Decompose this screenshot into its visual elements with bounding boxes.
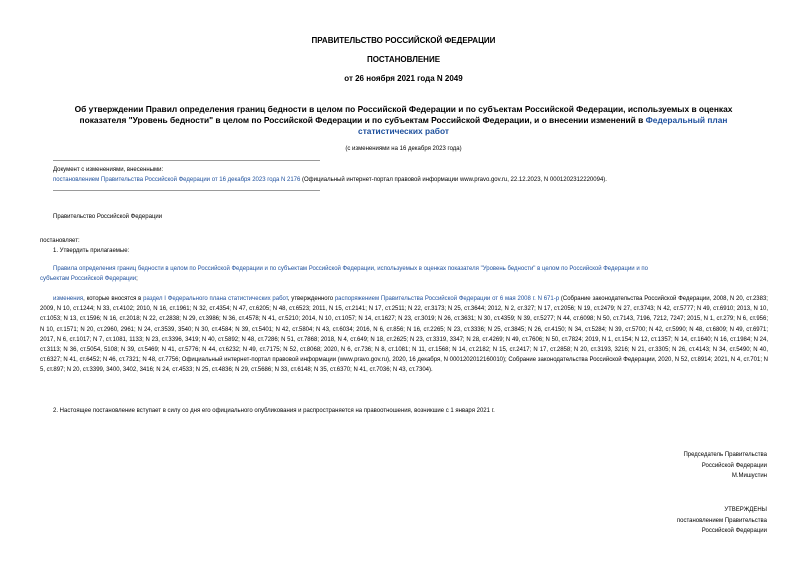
approved-label: УТВЕРЖДЕНЫ xyxy=(724,507,767,513)
title-line-2 xyxy=(40,115,767,126)
rules-link[interactable]: Правила определения границ бедности в целом по Российской Федерации и по субъектам Российской Федерации, используемых в оценках показателя "Уровень бедности" в целом по Российской Федерации и по xyxy=(53,266,648,272)
doc-type-heading: ПОСТАНОВЛЕНИЕ xyxy=(366,55,441,64)
amendment-2176-link[interactable]: постановлением Правительства Российской Федерации от 16 декабря 2023 года N 2176 xyxy=(53,177,301,183)
changes-reference xyxy=(53,175,773,185)
item-2: 2. Настоящее постановление вступает в силу со дня его официального опубликования и распространяется на правоотношения, возникшие с 1 января 2021 г. xyxy=(53,408,495,414)
approved-by: постановлением Правительства xyxy=(676,517,767,524)
changes-intro: Документ с изменениями, внесенными: xyxy=(53,167,164,173)
issuer-heading: ПРАВИТЕЛЬСТВО РОССИЙСКОЙ ФЕДЕРАЦИИ xyxy=(311,36,496,45)
statistical-works-link[interactable]: статистических работ xyxy=(358,126,449,136)
rules-paragraph xyxy=(40,264,770,285)
changes-text-1: , которые вносятся в xyxy=(83,296,144,302)
signature-name: М.Мишустин xyxy=(731,473,767,479)
signature-org: Российской Федерации xyxy=(701,462,767,469)
signature-block xyxy=(683,450,767,482)
government-label: Правительство Российской Федерации xyxy=(53,214,163,220)
rules-tail: ; xyxy=(136,276,138,283)
amendment-publication: (Официальный интернет-портал правовой информации www.pravo.gov.ru, 22.12.2023, N 0001202312220094). xyxy=(300,177,607,183)
decides-label: постановляет: xyxy=(40,238,80,244)
changes-link[interactable]: изменения xyxy=(53,296,84,302)
document-title xyxy=(40,104,767,137)
title-line-1: Об утверждении Правил определения границ бедности в целом по Российской Федерации и по субъектам Российской Федерации, используемых в оценках xyxy=(74,104,733,114)
divider-top xyxy=(53,160,320,161)
approved-block xyxy=(677,505,767,537)
signature-title: Председатель Правительства xyxy=(683,452,767,458)
changes-text-2: , утвержденного xyxy=(287,296,335,302)
title-line-2-text: показателя "Уровень бедности" в целом по Российской Федерации и по субъектам Российской Федерации, и о внесении изменений в xyxy=(79,115,646,125)
rules-link-cont[interactable]: субъектам Российской Федерации xyxy=(40,276,137,283)
divider-bottom xyxy=(53,190,320,191)
item-1: 1. Утвердить прилагаемые: xyxy=(53,248,130,254)
rules-line-1 xyxy=(40,264,770,274)
date-number: от 26 ноября 2021 года N 2049 xyxy=(344,74,463,83)
order-671-link[interactable]: распоряжением Правительства Российской Федерации от 6 мая 2008 г. N 671-р xyxy=(334,296,560,302)
federal-plan-link[interactable]: Федеральный план xyxy=(645,115,728,125)
section-i-link[interactable]: раздел I Федерального плана статистических работ xyxy=(143,296,288,302)
publication-list: (Собрание законодательства Российской Федерации, 2008, N 20, ст.2383; 2009, N 10, ст.1244; N 33, ст.4102; 2010, N 16, ст.1961; N 32, ст.4354; N 47, ст.6205; N 48, ст.6523; 2011, N 15, ст.2141; N 17, ст.2511; N 22, ст.3173; N 25, ст.3644; 2012, N 2, ст.327; N 17, ст.2056; N 19, ст.2479; N 27, ст.3743; N 42, ст.5777; N 49, ст.6910; 2013, N 10, ст.1053; N 13, ст.1596; N 16, ст.2018; N 22, ст.2838; N 29, ст.3986; N 36, ст.4578; N 41, ст.5210; 2014, N 10, ст.1057; N 14, ст.1627; N 23, ст.3019; N 26, ст.3631; N 30, ст.4359; N 39, ст.5277; N 44, ст.6098; N 50, ст.7143, 7196, 7212, 7247; 2015, N 1, ст.279; N 6, ст.956; N 10, ст.1571; N 20, ст.2960, 2961; N 24, ст.3539, 3540; N 30, ст.4584; N 39, ст.5401; N 42, ст.5804; N 43, ст.6034; 2016, N 6, ст.856; N 16, ст.2265; N 23, ст.3336; N 25, ст.3845; N 26, ст.4150; N 34, ст.5284; N 39, ст.5700; N 42, ст.5990; N 48, ст.6809; N 49, ст.6971; 2017, N 6, ст.1017; N 7, ст.1081, 1133; N 23, ст.3396, 3419; N 40, ст.5892; N 48, ст.7286; N 51, ст.7868; 2018, N 4, ст.649; N 18, ст.2625; N 23, ст.3319, 3347; N 28, ст.4269; N 49, ст.7606; N 50, ст.7824; 2019, N 1, ст.154; N 12, ст.1357; N 14, ст.1640; N 16, ст.1984; N 24, ст.3113; N 36, ст.5054, 5108; N 39, ст.5469; N 41, ст.5776; N 44, ст.6232; N 49, ст.7175; N 52, ст.8068; 2020, N 6, ст.736; N 8, ст.1081; N 11, ст.1568; N 14, ст.2182; N 15, ст.2417; N 17, ст.2858; N 20, ст.3193, 3216; N 21, ст.3305; N 26, ст.4143; N 34, ст.5490; N 40, ст.6327; N 41, ст.6452; N 46, ст.7321; N 48, ст.7756; Официальный интернет-портал правовой информации (www.pravo.gov.ru), 2020, 16 декабря, N 0001202012160010); Собрание законодательства Российской Федерации, 2020, N 52, ст.8914; 2021, N 4, ст.701; N 5, ст.897; N 20, ст.3399, 3400, 3402, 3416; N 24, ст.4533; N 25, ст.4836; N 29, ст.5686; N 33, ст.6148; N 35, ст.6370; N 41, ст.7036; N 43, ст.7304). xyxy=(40,296,768,374)
rules-line-2 xyxy=(40,274,770,284)
changes-paragraph xyxy=(40,294,768,376)
approved-org: Российской Федерации xyxy=(701,528,767,534)
changes-note: (с изменениями на 16 декабря 2023 года) xyxy=(345,146,462,152)
